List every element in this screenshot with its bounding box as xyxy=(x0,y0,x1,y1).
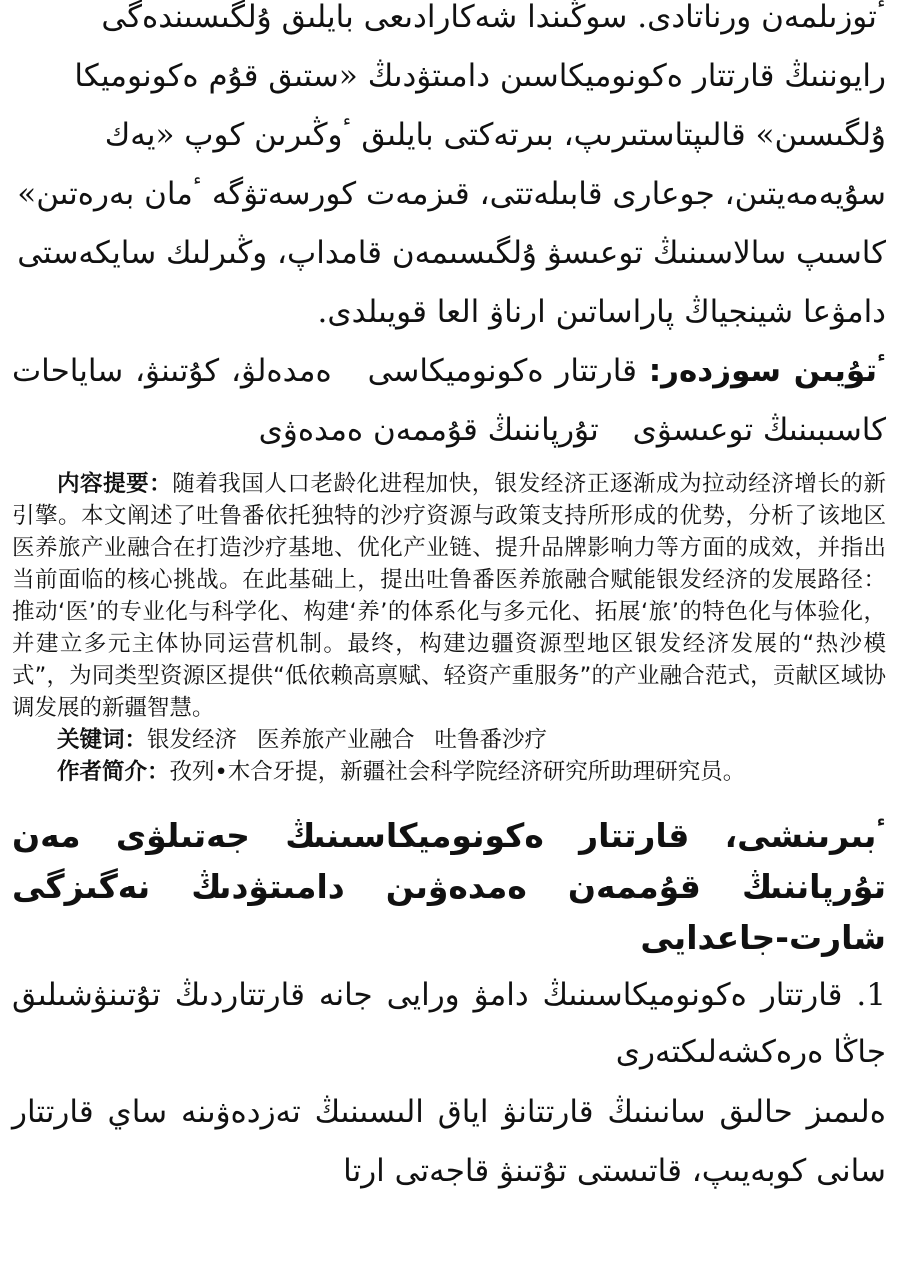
intro-line: سۇيەمەيتىن، جوعارى قابىلەتتى، قىزمەت كورسەتۋگە ٴمان بەرەتىن» xyxy=(17,176,886,212)
keyword: تۇرپاننىڭ قۇممەن ەمدەۋى xyxy=(258,412,599,448)
intro-line: ٴتوزىلمەن ورناتادى. سوڭىندا شەكارادىعى بايلىق ۇلگىسىندەگى xyxy=(101,0,886,35)
intro-line: ۇلگىسىن» قالىپتاستىرىپ، بىرتەكتى بايلىق ٴوڭىرىن كوپ «يەك xyxy=(104,117,886,153)
keywords-label: ٴتۇيىن سوزدەر: xyxy=(648,353,887,389)
author-label: 作者简介： xyxy=(57,759,170,785)
author-info xyxy=(12,756,886,788)
keyword: ەمدەلۋ، كۇتىنۋ، ساياحات كاسىبىنىڭ توعىسۋى xyxy=(12,353,886,448)
intro-line: كاسىپ سالاسىنىڭ توعىسۋ ۇلگىسىمەن قامداپ، وڭىرلىك سايكەستى xyxy=(17,235,886,271)
abstract-text: 随着我国人口老龄化进程加快，银发经济正逐渐成为拉动经济增长的新引擎。本文阐述了吐鲁番依托独特的沙疗资源与政策支持所形成的优势，分析了该地区医养旅产业融合在打造沙疗基地、优化产业链、提升品牌影响力等方面的成效，并指出当前面临的核心挑战。在此基础上，提出吐鲁番医养旅融合赋能银发经济的发展路径：推动‘医’的专业化与科学化、构建‘养’的体系化与多元化、拓展‘旅’的特色化与体验化，并建立多元主体协同运营机制。最终，构建边疆资源型地区银发经济发展的“热沙模式”，为同类型资源区提供“低依赖高禀赋、轻资产重服务”的产业融合范式，贡献区域协调发展的新疆智慧。 xyxy=(12,471,886,721)
keywords-uyghur xyxy=(12,342,886,460)
keyword: 银发经济 xyxy=(147,727,238,753)
keyword: 吐鲁番沙疗 xyxy=(434,727,548,753)
intro-paragraph xyxy=(12,0,886,342)
intro-line: دامۋعا شينجياڭ پاراساتىن ارناۋ العا قويىلدى. xyxy=(317,294,886,330)
abstract-paragraph xyxy=(12,468,886,724)
keywords-chinese xyxy=(12,724,886,756)
intro-line: رايوننىڭ قارتتار ەكونوميكاسىن دامىتۋدىڭ «ستىق قۇم ەكونوميكا xyxy=(74,58,886,94)
subsection-number: 1. xyxy=(856,977,886,1013)
author-text: 孜列•木合牙提，新疆社会科学院经济研究所助理研究员。 xyxy=(169,759,746,785)
chinese-abstract-block xyxy=(12,468,886,788)
subsection-heading xyxy=(12,967,886,1081)
keywords-label: 关键词： xyxy=(57,727,148,753)
keyword: قارتتار ەكونوميكاسى xyxy=(367,353,637,389)
subsection-title: قارتتار ەكونوميكاسىنىڭ دامۋ ورايى جانە قارتتاردىڭ تۇتىنۋشىلىق جاڭا ەرەكشەلىكتەرى xyxy=(12,977,886,1070)
body-paragraph: ەلىمىز حالىق سانىنىڭ قارتتانۋ اياق الىسىنىڭ تەزدەۋىنە ساي قارتتار سانى كوبەيىپ، قاتىستى تۇتىنۋ قاجەتى ارتا xyxy=(12,1094,886,1189)
section-heading: ٴبىرىنشى، قارتتار ەكونوميكاسىنىڭ جەتىلۋى مەن تۇرپاننىڭ قۇممەن ەمدەۋىن دامىتۋدىڭ نەگىزگى شارت-جاعدايى xyxy=(12,816,886,957)
abstract-label: 内容提要： xyxy=(57,471,173,497)
keyword: 医养旅产业融合 xyxy=(257,727,415,753)
